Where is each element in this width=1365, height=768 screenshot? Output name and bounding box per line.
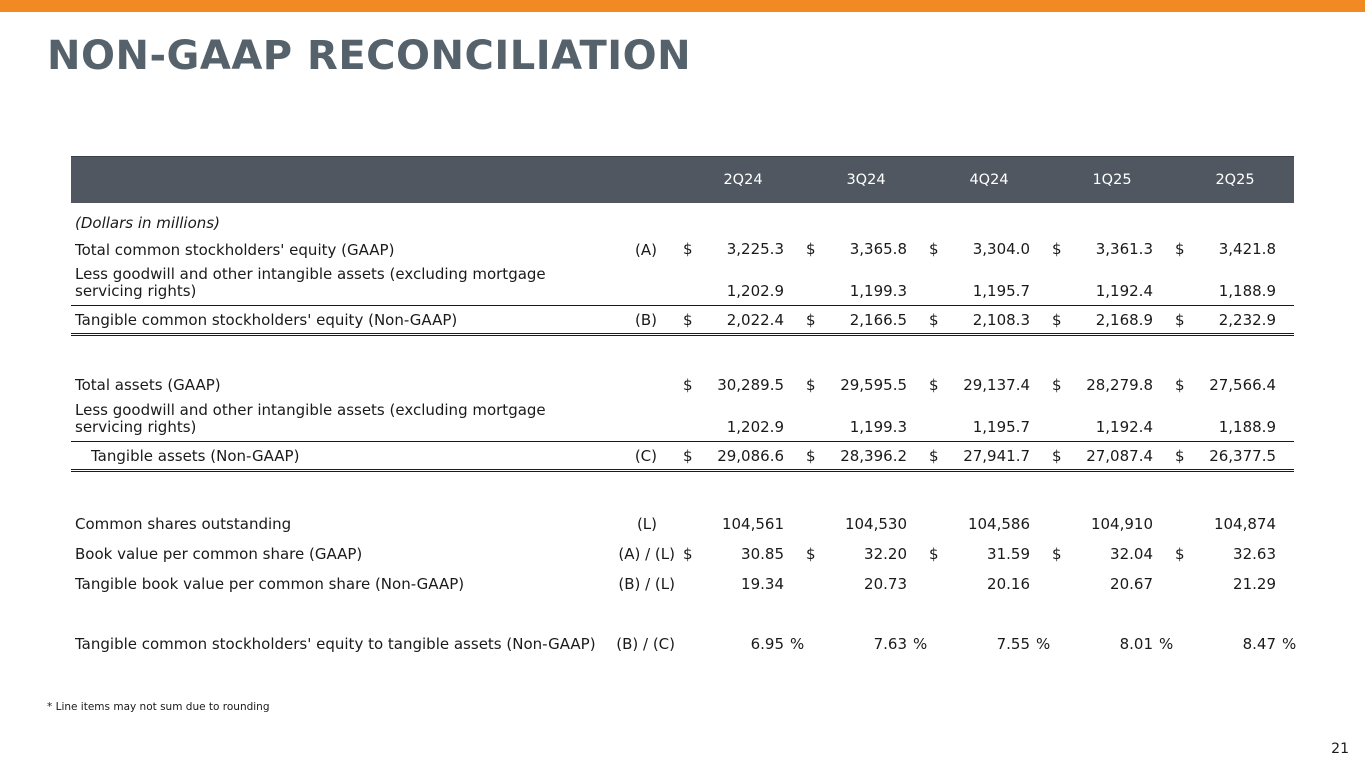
currency-symbol: $	[1052, 545, 1062, 563]
units-note: (Dollars in millions)	[75, 214, 220, 232]
value-cell: 32.20	[864, 545, 907, 563]
value-cell: 31.59	[987, 545, 1030, 563]
value-cell: 104,874	[1213, 515, 1276, 533]
value-cell: 20.67	[1110, 575, 1153, 593]
row-label: Total common stockholders' equity (GAAP)	[75, 241, 395, 259]
value-cell: 1,199.3	[849, 282, 907, 300]
value-cell: 20.73	[864, 575, 907, 593]
value-cell: 32.04	[1110, 545, 1153, 563]
currency-symbol: $	[683, 311, 693, 329]
value-cell: 3,365.8	[849, 240, 907, 258]
value-cell: 2,022.4	[726, 311, 784, 329]
percent-symbol: %	[790, 635, 805, 653]
value-cell: 6.95	[750, 635, 784, 653]
value-cell: 27,566.4	[1209, 376, 1276, 394]
value-cell: 29,086.6	[717, 447, 784, 465]
value-cell: 21.29	[1233, 575, 1276, 593]
value-cell: 7.63	[873, 635, 907, 653]
row-label: Common shares outstanding	[75, 515, 292, 533]
value-cell: 3,421.8	[1218, 240, 1276, 258]
row-ref: (B) / (C)	[616, 635, 675, 653]
value-cell: 104,530	[844, 515, 907, 533]
currency-symbol: $	[1052, 240, 1062, 258]
currency-symbol: $	[806, 376, 816, 394]
value-cell: 1,195.7	[972, 418, 1030, 436]
value-cell: 1,202.9	[726, 418, 784, 436]
currency-symbol: $	[929, 447, 939, 465]
table-row	[71, 442, 1294, 472]
currency-symbol: $	[806, 240, 816, 258]
value-cell: 1,199.3	[849, 418, 907, 436]
value-cell: 8.01	[1119, 635, 1153, 653]
currency-symbol: $	[929, 545, 939, 563]
value-cell: 1,202.9	[726, 282, 784, 300]
value-cell: 28,279.8	[1086, 376, 1153, 394]
currency-symbol: $	[806, 311, 816, 329]
currency-symbol: $	[683, 545, 693, 563]
table-row	[71, 265, 1294, 306]
percent-symbol: %	[913, 635, 928, 653]
row-ref: (A)	[635, 241, 657, 259]
value-cell: 8.47	[1242, 635, 1276, 653]
value-cell: 32.63	[1233, 545, 1276, 563]
currency-symbol: $	[1052, 311, 1062, 329]
value-cell: 29,595.5	[840, 376, 907, 394]
currency-symbol: $	[929, 311, 939, 329]
value-cell: 19.34	[741, 575, 784, 593]
table-row	[71, 540, 1294, 570]
percent-symbol: %	[1159, 635, 1174, 653]
currency-symbol: $	[1175, 545, 1185, 563]
table-row	[71, 630, 1297, 660]
rounding-footnote: * Line items may not sum due to rounding	[47, 701, 270, 713]
value-cell: 2,232.9	[1218, 311, 1276, 329]
row-label: Tangible common stockholders' equity (Non-GAAP)	[75, 311, 458, 329]
value-cell: 30.85	[741, 545, 784, 563]
row-label-line2: servicing rights)	[75, 282, 197, 300]
table-row	[71, 235, 1294, 265]
currency-symbol: $	[1175, 240, 1185, 258]
currency-symbol: $	[1175, 447, 1185, 465]
currency-symbol: $	[929, 240, 939, 258]
percent-symbol: %	[1282, 635, 1297, 653]
percent-symbol: %	[1036, 635, 1051, 653]
row-label: Tangible assets (Non-GAAP)	[91, 447, 300, 465]
currency-symbol: $	[806, 447, 816, 465]
table-row	[71, 401, 1294, 442]
value-cell: 104,910	[1090, 515, 1153, 533]
currency-symbol: $	[929, 376, 939, 394]
row-ref: (C)	[634, 447, 657, 465]
page-title: NON-GAAP RECONCILIATION	[47, 33, 692, 79]
row-label: Total assets (GAAP)	[75, 376, 221, 394]
currency-symbol: $	[1175, 376, 1185, 394]
table-header	[71, 156, 1294, 203]
column-header-2q25: 2Q25	[1215, 172, 1255, 188]
currency-symbol: $	[1052, 376, 1062, 394]
row-label-line2: servicing rights)	[75, 418, 197, 436]
value-cell: 3,361.3	[1095, 240, 1153, 258]
value-cell: 30,289.5	[717, 376, 784, 394]
column-header-4q24: 4Q24	[969, 172, 1009, 188]
value-cell: 29,137.4	[963, 376, 1030, 394]
currency-symbol: $	[1052, 447, 1062, 465]
row-label: Book value per common share (GAAP)	[75, 545, 363, 563]
row-ref: (B) / (L)	[618, 575, 675, 593]
row-ref: (L)	[636, 515, 657, 533]
value-cell: 2,168.9	[1095, 311, 1153, 329]
row-label: Tangible book value per common share (Non-GAAP)	[75, 575, 465, 593]
currency-symbol: $	[1175, 311, 1185, 329]
value-cell: 1,188.9	[1218, 418, 1276, 436]
value-cell: 1,192.4	[1095, 282, 1153, 300]
row-ref: (A) / (L)	[618, 545, 675, 563]
row-ref: (B)	[635, 311, 657, 329]
value-cell: 2,166.5	[849, 311, 907, 329]
reconciliation-table	[71, 156, 1297, 660]
table-row	[71, 570, 1294, 600]
value-cell: 1,188.9	[1218, 282, 1276, 300]
row-label: Tangible common stockholders' equity to tangible assets (Non-GAAP)	[75, 635, 596, 653]
value-cell: 20.16	[987, 575, 1030, 593]
currency-symbol: $	[683, 447, 693, 465]
column-header-3q24: 3Q24	[846, 172, 886, 188]
table-row	[71, 510, 1294, 540]
row-label-line1: Less goodwill and other intangible assets (excluding mortgage	[75, 401, 546, 419]
value-cell: 27,941.7	[963, 447, 1030, 465]
value-cell: 2,108.3	[972, 311, 1030, 329]
units-note-row	[71, 207, 1294, 237]
currency-symbol: $	[683, 240, 693, 258]
column-header-2q24: 2Q24	[723, 172, 763, 188]
value-cell: 28,396.2	[840, 447, 907, 465]
row-label-line1: Less goodwill and other intangible assets (excluding mortgage	[75, 265, 546, 283]
value-cell: 1,195.7	[972, 282, 1030, 300]
value-cell: 104,586	[967, 515, 1030, 533]
table-row	[71, 371, 1294, 401]
top-accent-bar	[0, 0, 1365, 12]
value-cell: 104,561	[721, 515, 784, 533]
table-row	[71, 306, 1294, 336]
currency-symbol: $	[683, 376, 693, 394]
value-cell: 1,192.4	[1095, 418, 1153, 436]
column-header-1q25: 1Q25	[1092, 172, 1132, 188]
value-cell: 7.55	[996, 635, 1030, 653]
value-cell: 3,225.3	[726, 240, 784, 258]
page-number: 21	[1331, 741, 1349, 757]
currency-symbol: $	[806, 545, 816, 563]
value-cell: 26,377.5	[1209, 447, 1276, 465]
value-cell: 3,304.0	[972, 240, 1030, 258]
value-cell: 27,087.4	[1086, 447, 1153, 465]
